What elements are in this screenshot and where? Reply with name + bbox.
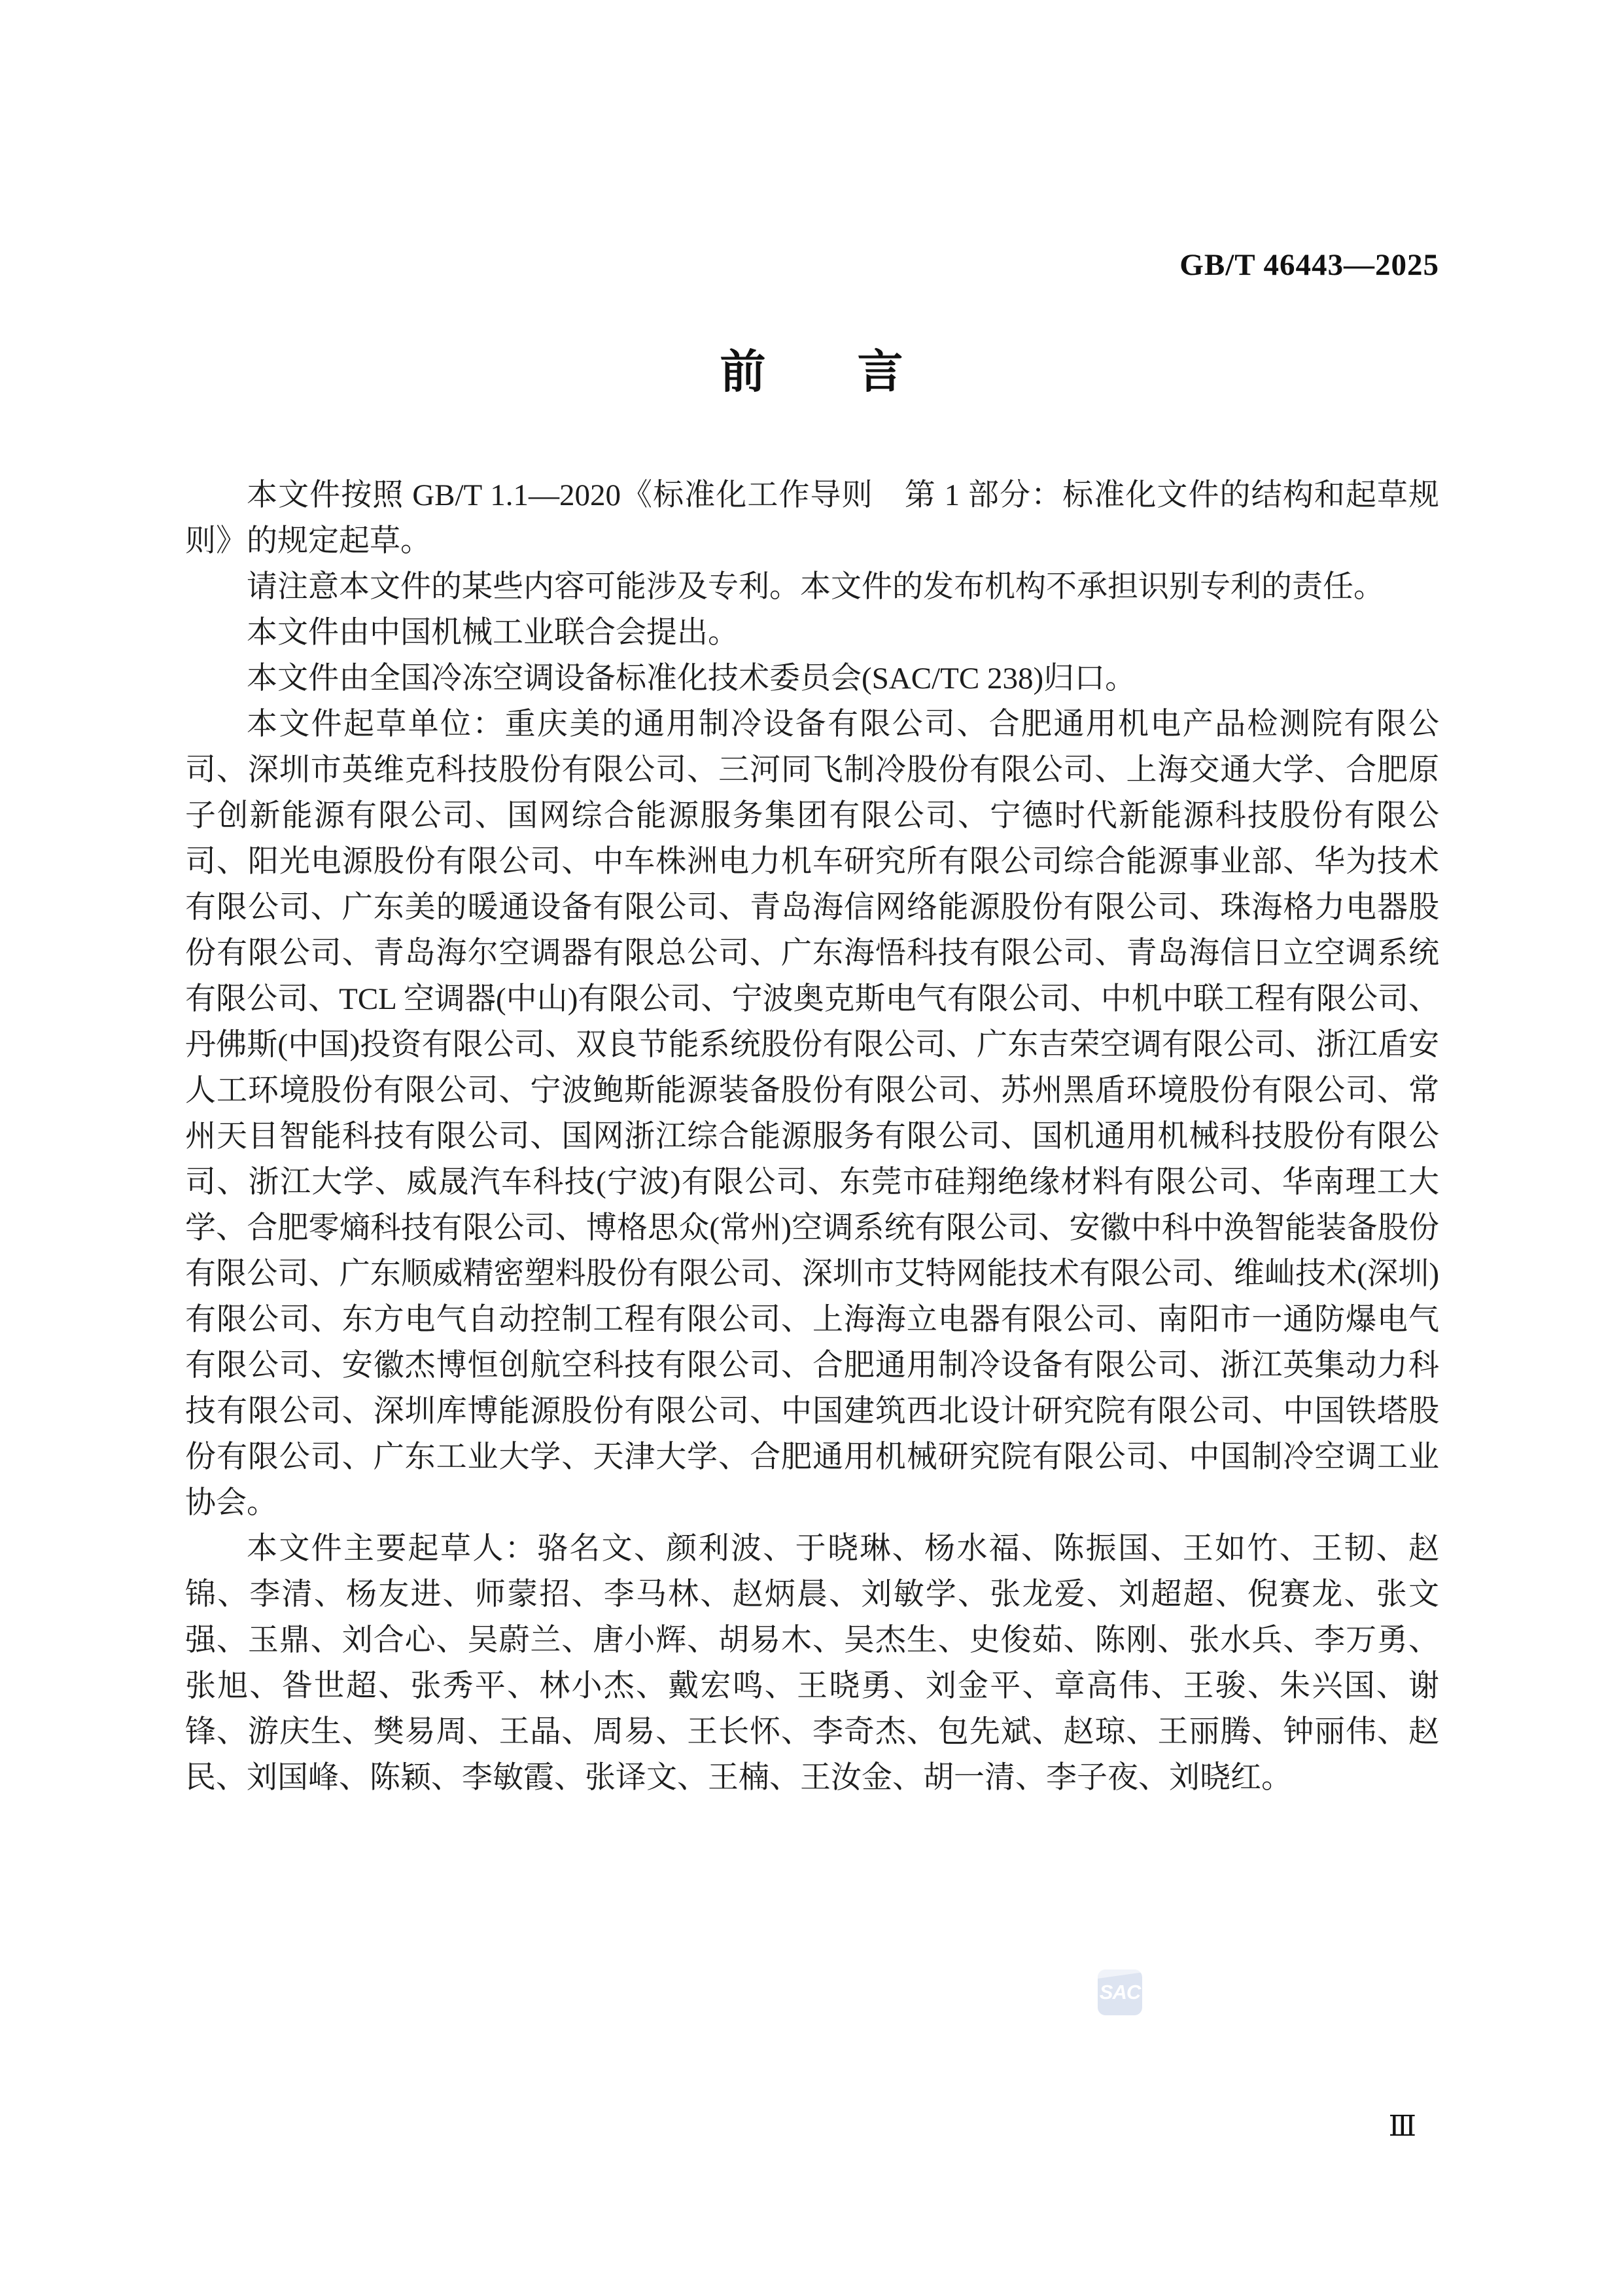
para-main-drafters: 本文件主要起草人：骆名文、颜利波、于晓琳、杨水福、陈振国、王如竹、王韧、赵锦、李清、杨友进、师蒙招、李马林、赵炳晨、刘敏学、张龙爱、刘超超、倪赛龙、张文强、玉鼎、刘合心、吴蔚兰、唐小辉、胡易木、吴杰生、史俊茹、陈刚、张水兵、李万勇、张旭、昝世超、张秀平、林小杰、戴宏鸣、王晓勇、刘金平、章高伟、王骏、朱兴国、谢锋、游庆生、樊易周、王晶、周易、王长怀、李奇杰、包先斌、赵琼、王丽腾、钟丽伟、赵民、刘国峰、陈颖、李敏霞、张译文、王楠、王汝金、胡一清、李子夜、刘晓红。 xyxy=(185,1532,1439,1795)
sac-watermark-text: SAC xyxy=(1099,1981,1141,2004)
page-title: 前 言 xyxy=(720,346,903,397)
standard-code: GB/T 46443—2025 xyxy=(1179,248,1439,282)
page-number: Ⅲ xyxy=(1388,2110,1416,2142)
para-drafting-organizations: 本文件起草单位：重庆美的通用制冷设备有限公司、合肥通用机电产品检测院有限公司、深圳市英维克科技股份有限公司、三河同飞制冷股份有限公司、上海交通大学、合肥原子创新能源有限公司、国网综合能源服务集团有限公司、宁德时代新能源科技股份有限公司、阳光电源股份有限公司、中车株洲电力机车研究所有限公司综合能源事业部、华为技术有限公司、广东美的暖通设备有限公司、青岛海信网络能源股份有限公司、珠海格力电器股份有限公司、青岛海尔空调器有限总公司、广东海悟科技有限公司、青岛海信日立空调系统有限公司、TCL 空调器(中山)有限公司、宁波奥克斯电气有限公司、中机中联工程有限公司、丹佛斯(中国)投资有限公司、双良节能系统股份有限公司、广东吉荣空调有限公司、浙江盾安人工环境股份有限公司、宁波鲍斯能源装备股份有限公司、苏州黑盾环境股份有限公司、常州天目智能科技有限公司、国网浙江综合能源服务有限公司、国机通用机械科技股份有限公司、浙江大学、威晟汽车科技(宁波)有限公司、东莞市硅翔绝缘材料有限公司、华南理工大学、合肥零熵科技有限公司、博格思众(常州)空调系统有限公司、安徽中科中涣智能装备股份有限公司、广东顺威精密塑料股份有限公司、深圳市艾特网能技术有限公司、维屾技术(深圳)有限公司、东方电气自动控制工程有限公司、上海海立电器有限公司、南阳市一通防爆电气有限公司、安徽杰博恒创航空科技有限公司、合肥通用制冷设备有限公司、浙江英集动力科技有限公司、深圳库博能源股份有限公司、中国建筑西北设计研究院有限公司、中国铁塔股份有限公司、广东工业大学、天津大学、合肥通用机械研究院有限公司、中国制冷空调工业协会。 xyxy=(185,707,1439,1520)
sac-watermark-logo xyxy=(1098,1969,1142,2015)
para-drafting-basis: 本文件按照 GB/T 1.1—2020《标准化工作导则 第 1 部分：标准化文件的结构和起草规则》的规定起草。 xyxy=(185,478,1439,558)
foreword-body xyxy=(185,472,1439,1801)
para-centralized-by: 本文件由全国冷冻空调设备标准化技术委员会(SAC/TC 238)归口。 xyxy=(247,662,1136,696)
para-proposed-by: 本文件由中国机械工业联合会提出。 xyxy=(247,616,739,650)
para-patent-notice: 请注意本文件的某些内容可能涉及专利。本文件的发布机构不承担识别专利的责任。 xyxy=(247,570,1384,604)
